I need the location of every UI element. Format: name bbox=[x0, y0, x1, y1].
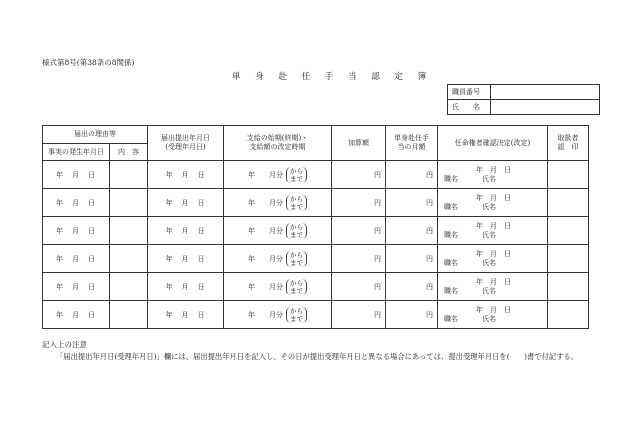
content-cell[interactable] bbox=[110, 273, 148, 301]
name-label: 氏名 bbox=[482, 258, 496, 267]
name-label: 氏名 bbox=[482, 202, 496, 211]
yen-text: 円 bbox=[426, 226, 433, 235]
from-until-bracket bbox=[286, 195, 307, 211]
yen-text: 円 bbox=[426, 282, 433, 291]
date-text: 年 月 日 bbox=[56, 226, 96, 235]
monthly-amount-cell[interactable] bbox=[386, 189, 438, 217]
period-header bbox=[224, 126, 332, 161]
period-cell[interactable] bbox=[224, 189, 332, 217]
from-text: から bbox=[290, 278, 303, 287]
month-text: 年 月分 bbox=[248, 198, 283, 207]
certification-table bbox=[42, 125, 589, 329]
yen-text: 円 bbox=[374, 254, 381, 263]
confirm-date-text: 年 月 日 bbox=[476, 193, 511, 202]
filing-date-cell[interactable] bbox=[148, 217, 224, 245]
from-text: から bbox=[290, 194, 303, 203]
date-text: 年 月 日 bbox=[56, 170, 96, 179]
staff-name-field[interactable] bbox=[491, 100, 600, 115]
content-header: 内 容 bbox=[110, 144, 148, 161]
staff-number-field[interactable] bbox=[491, 85, 600, 100]
filing-date-header bbox=[148, 126, 224, 161]
yen-text: 円 bbox=[426, 254, 433, 263]
name-label: 氏名 bbox=[482, 174, 496, 183]
date-text: 年 月 日 bbox=[56, 254, 96, 263]
post-label: 職名 bbox=[444, 202, 458, 211]
until-text: まで bbox=[290, 258, 303, 267]
confirm-cell[interactable] bbox=[438, 161, 548, 189]
yen-text: 円 bbox=[374, 226, 381, 235]
filing-date-header-line1: 届出提出年月日 bbox=[161, 134, 210, 142]
from-until-bracket bbox=[286, 223, 307, 239]
monthly-amount-header-line2: 当の月額 bbox=[397, 143, 426, 151]
post-label: 職名 bbox=[444, 174, 458, 183]
from-text: から bbox=[290, 250, 303, 259]
addition-cell[interactable] bbox=[332, 161, 386, 189]
post-label: 職名 bbox=[444, 230, 458, 239]
staff-number-label: 職員番号 bbox=[448, 85, 491, 100]
handler-header-line1: 取扱者 bbox=[557, 134, 579, 142]
confirm-cell[interactable] bbox=[438, 217, 548, 245]
table-body bbox=[43, 161, 589, 329]
occurrence-date-cell[interactable] bbox=[43, 189, 110, 217]
content-cell[interactable] bbox=[110, 245, 148, 273]
content-cell[interactable] bbox=[110, 189, 148, 217]
monthly-amount-header bbox=[386, 126, 438, 161]
addition-cell[interactable] bbox=[332, 301, 386, 329]
staff-info-box bbox=[447, 84, 600, 115]
period-cell[interactable] bbox=[224, 245, 332, 273]
yen-text: 円 bbox=[374, 170, 381, 179]
yen-text: 円 bbox=[426, 310, 433, 319]
from-text: から bbox=[290, 222, 303, 231]
content-cell[interactable] bbox=[110, 217, 148, 245]
date-text: 年 月 日 bbox=[165, 282, 206, 291]
addition-cell[interactable] bbox=[332, 217, 386, 245]
filing-date-cell[interactable] bbox=[148, 273, 224, 301]
content-cell[interactable] bbox=[110, 161, 148, 189]
post-label: 職名 bbox=[444, 286, 458, 295]
from-text: から bbox=[290, 306, 303, 315]
occurrence-date-cell[interactable] bbox=[43, 245, 110, 273]
until-text: まで bbox=[290, 230, 303, 239]
handler-header bbox=[548, 126, 589, 161]
from-until-bracket bbox=[286, 167, 307, 183]
monthly-amount-cell[interactable] bbox=[386, 245, 438, 273]
addition-cell[interactable] bbox=[332, 189, 386, 217]
yen-text: 円 bbox=[374, 282, 381, 291]
handler-header-line2: 認 印 bbox=[557, 143, 579, 151]
period-cell[interactable] bbox=[224, 161, 332, 189]
confirm-date-text: 年 月 日 bbox=[476, 249, 511, 258]
name-label: 氏名 bbox=[482, 314, 496, 323]
table-row bbox=[43, 301, 589, 329]
confirm-cell[interactable] bbox=[438, 189, 548, 217]
month-text: 年 月分 bbox=[248, 254, 283, 263]
handler-seal-cell[interactable] bbox=[548, 189, 589, 217]
date-text: 年 月 日 bbox=[165, 310, 206, 319]
filing-date-cell[interactable] bbox=[148, 161, 224, 189]
confirm-date-text: 年 月 日 bbox=[476, 305, 511, 314]
date-text: 年 月 日 bbox=[165, 170, 206, 179]
period-cell[interactable] bbox=[224, 273, 332, 301]
addition-cell[interactable] bbox=[332, 273, 386, 301]
date-text: 年 月 日 bbox=[165, 254, 206, 263]
occurrence-date-header: 事実の発生年月日 bbox=[43, 144, 110, 161]
table-row bbox=[43, 217, 589, 245]
from-until-bracket bbox=[286, 279, 307, 295]
table-row bbox=[43, 189, 589, 217]
confirm-cell[interactable] bbox=[438, 273, 548, 301]
handler-seal-cell[interactable] bbox=[548, 301, 589, 329]
month-text: 年 月分 bbox=[248, 310, 283, 319]
date-text: 年 月 日 bbox=[56, 310, 96, 319]
date-text: 年 月 日 bbox=[56, 198, 96, 207]
handler-seal-cell[interactable] bbox=[548, 217, 589, 245]
confirm-date-text: 年 月 日 bbox=[476, 221, 511, 230]
date-text: 年 月 日 bbox=[56, 282, 96, 291]
period-header-line2: 支給額の改定時期 bbox=[249, 143, 306, 151]
notes-body: 「届出提出年月日(受理年月日)」欄には、届出提出年月日を記入し、その日が提出受理年月日と異なる場合にあっては、提出受理年月日を( )書で付記する。 bbox=[56, 352, 579, 361]
addition-header: 加算額 bbox=[332, 126, 386, 161]
table-row bbox=[43, 245, 589, 273]
from-until-bracket bbox=[286, 307, 307, 323]
page-title: 単 身 赴 任 手 当 認 定 簿 bbox=[232, 72, 433, 82]
month-text: 年 月分 bbox=[248, 282, 283, 291]
handler-seal-cell[interactable] bbox=[548, 245, 589, 273]
date-text: 年 月 日 bbox=[165, 226, 206, 235]
date-text: 年 月 日 bbox=[165, 198, 206, 207]
confirm-header: 任命権者確認決定(改定) bbox=[438, 126, 548, 161]
confirm-cell[interactable] bbox=[438, 301, 548, 329]
from-text: から bbox=[290, 166, 303, 175]
name-label: 氏名 bbox=[482, 230, 496, 239]
occurrence-date-cell[interactable] bbox=[43, 217, 110, 245]
table-row bbox=[43, 273, 589, 301]
filing-date-cell[interactable] bbox=[148, 245, 224, 273]
post-label: 職名 bbox=[444, 314, 458, 323]
table-row bbox=[43, 161, 589, 189]
period-cell[interactable] bbox=[224, 217, 332, 245]
confirm-cell[interactable] bbox=[438, 245, 548, 273]
occurrence-date-cell[interactable] bbox=[43, 273, 110, 301]
handler-seal-cell[interactable] bbox=[548, 273, 589, 301]
monthly-amount-header-line1: 単身赴任手 bbox=[394, 134, 429, 142]
handler-seal-cell[interactable] bbox=[548, 161, 589, 189]
from-until-bracket bbox=[286, 251, 307, 267]
filing-date-cell[interactable] bbox=[148, 301, 224, 329]
occurrence-date-cell[interactable] bbox=[43, 161, 110, 189]
post-label: 職名 bbox=[444, 258, 458, 267]
occurrence-date-cell[interactable] bbox=[43, 301, 110, 329]
reason-group-header: 届出の理由等 bbox=[43, 126, 148, 144]
yen-text: 円 bbox=[426, 198, 433, 207]
confirm-date-text: 年 月 日 bbox=[476, 277, 511, 286]
period-header-line1: 支給の始期(終期)・ bbox=[246, 134, 309, 142]
month-text: 年 月分 bbox=[248, 226, 283, 235]
confirm-date-text: 年 月 日 bbox=[476, 165, 511, 174]
addition-cell[interactable] bbox=[332, 245, 386, 273]
until-text: まで bbox=[290, 202, 303, 211]
staff-name-label: 氏 名 bbox=[448, 100, 491, 115]
monthly-amount-cell[interactable] bbox=[386, 161, 438, 189]
until-text: まで bbox=[290, 174, 303, 183]
yen-text: 円 bbox=[374, 198, 381, 207]
until-text: まで bbox=[290, 286, 303, 295]
filing-date-cell[interactable] bbox=[148, 189, 224, 217]
period-cell[interactable] bbox=[224, 301, 332, 329]
month-text: 年 月分 bbox=[248, 170, 283, 179]
notes-heading: 記入上の注意 bbox=[42, 340, 87, 349]
yen-text: 円 bbox=[426, 170, 433, 179]
name-label: 氏名 bbox=[482, 286, 496, 295]
yen-text: 円 bbox=[374, 310, 381, 319]
content-cell[interactable] bbox=[110, 301, 148, 329]
monthly-amount-cell[interactable] bbox=[386, 301, 438, 329]
until-text: まで bbox=[290, 314, 303, 323]
monthly-amount-cell[interactable] bbox=[386, 273, 438, 301]
monthly-amount-cell[interactable] bbox=[386, 217, 438, 245]
form-number: 様式第8号(第38条の8関係) bbox=[42, 58, 135, 67]
filing-date-header-line2: (受理年月日) bbox=[165, 143, 206, 151]
